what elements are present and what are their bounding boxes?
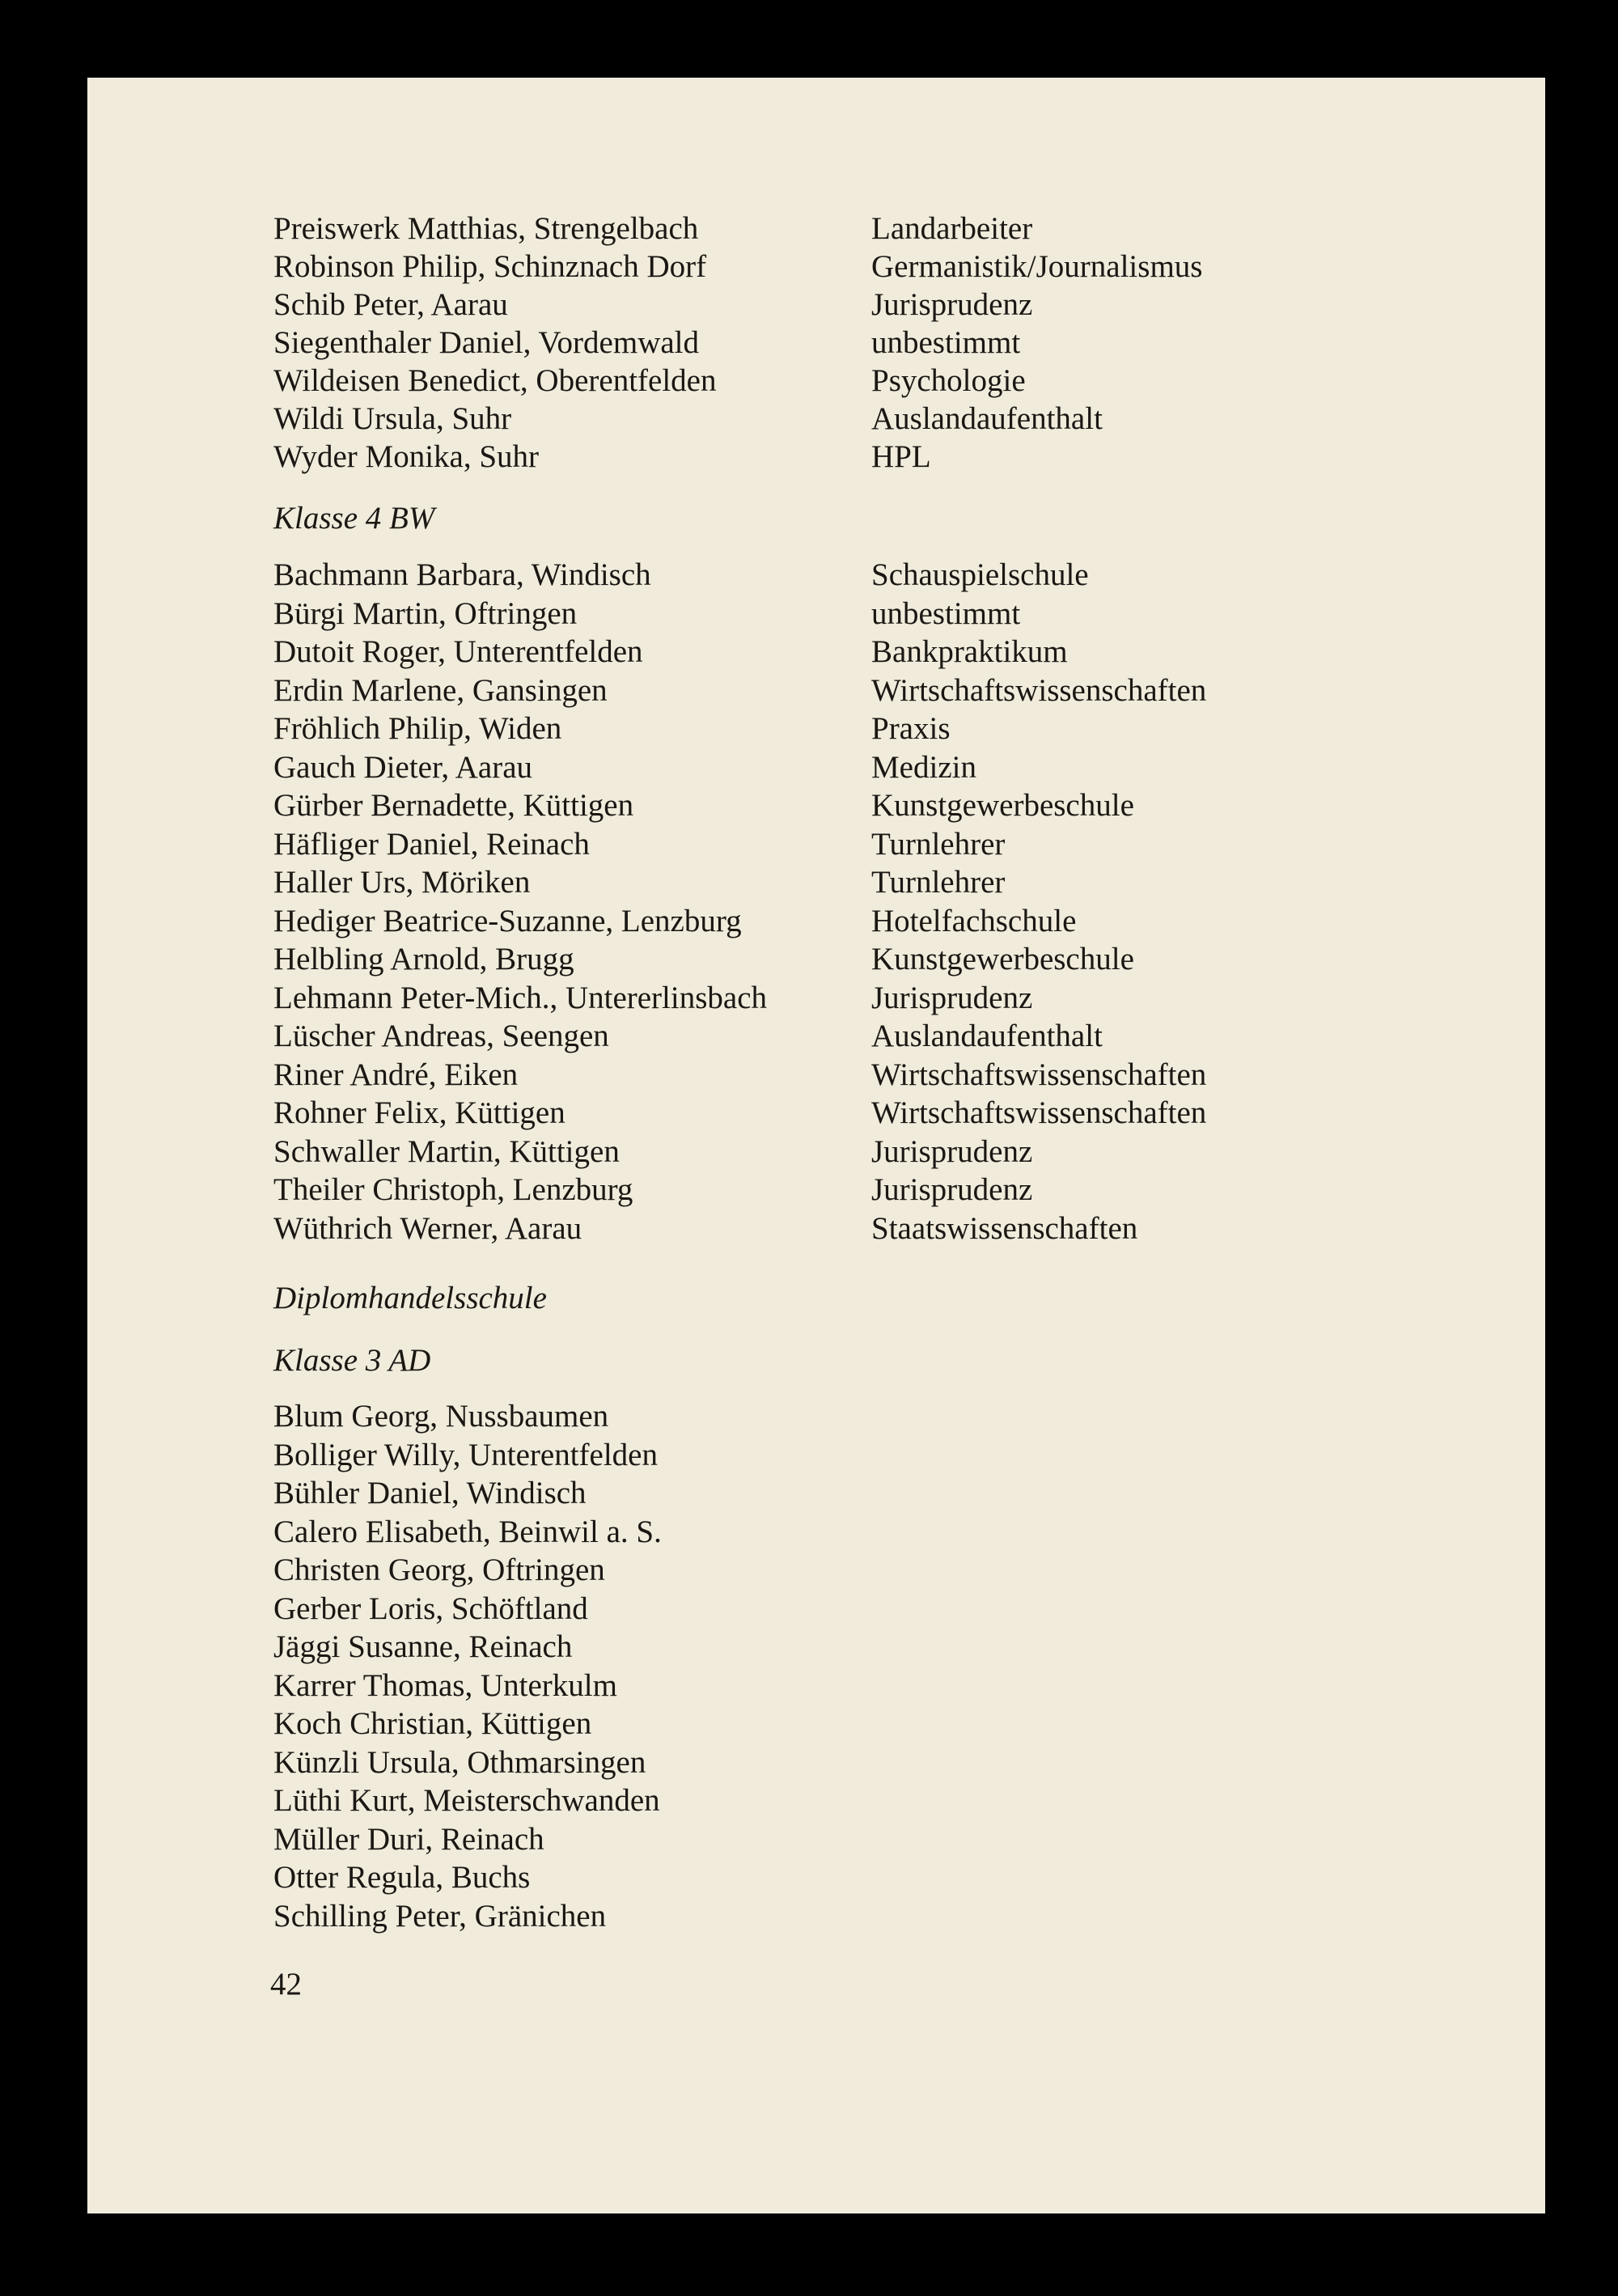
- study-field: Auslandaufenthalt: [871, 401, 1103, 436]
- student-name: Riner André, Eiken: [273, 1057, 519, 1092]
- study-field: Psychologie: [871, 363, 1026, 398]
- student-name: Künzli Ursula, Othmarsingen: [273, 1744, 646, 1780]
- study-field: Turnlehrer: [871, 826, 1006, 862]
- list-item: [273, 595, 1406, 633]
- student-name: Gerber Loris, Schöftland: [273, 1591, 588, 1626]
- student-name: Robinson Philip, Schinznach Dorf: [273, 249, 707, 284]
- student-name: Rohner Felix, Küttigen: [273, 1095, 565, 1130]
- list-item: [273, 324, 1406, 362]
- section-heading-diplomhandelsschule: Diplomhandelsschule: [273, 1281, 547, 1315]
- student-name: Schwaller Martin, Küttigen: [273, 1133, 620, 1169]
- study-field: Praxis: [871, 711, 951, 746]
- list-item: [273, 980, 1406, 1017]
- study-field: Staatswissenschaften: [871, 1210, 1138, 1246]
- page-number: 42: [270, 1967, 302, 2002]
- student-name: Otter Regula, Buchs: [273, 1860, 531, 1895]
- study-field: Jurisprudenz: [871, 1133, 1033, 1169]
- list-item: [273, 438, 1406, 476]
- study-field: Bankpraktikum: [871, 634, 1068, 669]
- study-field: Wirtschaftswissenschaften: [871, 1057, 1207, 1092]
- student-name: Wildeisen Benedict, Oberentfelden: [273, 363, 717, 398]
- student-name: Bühler Daniel, Windisch: [273, 1476, 587, 1510]
- study-field: Wirtschaftswissenschaften: [871, 672, 1207, 708]
- student-name: Karrer Thomas, Unterkulm: [273, 1667, 617, 1703]
- list-item: [273, 1821, 1406, 1858]
- list-item: [273, 1898, 1406, 1935]
- student-name: Siegenthaler Daniel, Vordemwald: [273, 325, 700, 360]
- student-name: Gürber Bernadette, Küttigen: [273, 788, 634, 823]
- list-item: [273, 1591, 1406, 1628]
- student-name: Hediger Beatrice-Suzanne, Lenzburg: [273, 903, 742, 938]
- student-name: Calero Elisabeth, Beinwil a. S.: [273, 1514, 662, 1549]
- list-item: [273, 1552, 1406, 1589]
- list-item: [273, 1744, 1406, 1781]
- student-name: Lehmann Peter-Mich., Untererlinsbach: [273, 980, 768, 1015]
- study-field: Schauspielschule: [871, 557, 1089, 592]
- list-item: [273, 826, 1406, 863]
- student-name: Fröhlich Philip, Widen: [273, 711, 562, 746]
- list-item: [273, 1018, 1406, 1055]
- list-item: [273, 400, 1406, 438]
- student-name: Koch Christian, Küttigen: [273, 1706, 592, 1741]
- list-item: [273, 1859, 1406, 1896]
- study-field: Jurisprudenz: [871, 980, 1033, 1015]
- section-heading-klasse-4bw: Klasse 4 BW: [273, 501, 435, 536]
- list-item: [273, 557, 1406, 594]
- list-item: [273, 286, 1406, 324]
- student-name: Preiswerk Matthias, Strengelbach: [273, 211, 699, 246]
- student-name: Bachmann Barbara, Windisch: [273, 557, 651, 592]
- section-heading-klasse-3ad: Klasse 3 AD: [273, 1343, 431, 1378]
- student-name: Haller Urs, Möriken: [273, 865, 531, 900]
- list-item: [273, 1475, 1406, 1512]
- list-item: [273, 1437, 1406, 1474]
- student-name: Helbling Arnold, Brugg: [273, 942, 574, 976]
- student-name: Gauch Dieter, Aarau: [273, 749, 533, 785]
- student-name: Müller Duri, Reinach: [273, 1821, 544, 1857]
- study-field: Jurisprudenz: [871, 1172, 1033, 1207]
- student-name: Wyder Monika, Suhr: [273, 439, 540, 474]
- study-field: Kunstgewerbeschule: [871, 788, 1134, 823]
- student-name: Blum Georg, Nussbaumen: [273, 1399, 609, 1434]
- study-field: Kunstgewerbeschule: [871, 942, 1134, 976]
- student-name: Bürgi Martin, Oftringen: [273, 595, 578, 631]
- list-item: [273, 1514, 1406, 1551]
- student-name: Lüscher Andreas, Seengen: [273, 1019, 609, 1053]
- list-item: [273, 1057, 1406, 1094]
- study-field: Medizin: [871, 749, 976, 785]
- list-item: [273, 633, 1406, 671]
- document-page: [87, 78, 1545, 2213]
- study-field: HPL: [871, 439, 931, 474]
- study-field: unbestimmt: [871, 325, 1021, 360]
- list-item: [273, 248, 1406, 286]
- list-item: [273, 1782, 1406, 1819]
- student-name: Lüthi Kurt, Meisterschwanden: [273, 1783, 660, 1818]
- list-item: [273, 864, 1406, 901]
- student-name: Erdin Marlene, Gansingen: [273, 672, 608, 708]
- study-field: Auslandaufenthalt: [871, 1019, 1103, 1053]
- study-field: Wirtschaftswissenschaften: [871, 1095, 1207, 1130]
- student-name: Schilling Peter, Gränichen: [273, 1898, 607, 1934]
- student-name: Häfliger Daniel, Reinach: [273, 826, 590, 862]
- study-field: Turnlehrer: [871, 865, 1006, 900]
- student-name: Theiler Christoph, Lenzburg: [273, 1172, 633, 1207]
- study-field: Hotelfachschule: [871, 903, 1077, 938]
- student-name: Jäggi Susanne, Reinach: [273, 1629, 573, 1664]
- list-item: [273, 1705, 1406, 1743]
- list-item: [273, 749, 1406, 786]
- list-item: [273, 210, 1406, 248]
- list-item: [273, 710, 1406, 748]
- student-name: Dutoit Roger, Unterentfelden: [273, 634, 643, 669]
- student-name: Wildi Ursula, Suhr: [273, 401, 512, 436]
- study-field: Germanistik/Journalismus: [871, 249, 1203, 284]
- list-item: [273, 1095, 1406, 1132]
- study-field: unbestimmt: [871, 595, 1021, 631]
- student-name: Schib Peter, Aarau: [273, 287, 508, 322]
- list-item: [273, 1171, 1406, 1209]
- list-item: [273, 1629, 1406, 1666]
- list-item: [273, 672, 1406, 710]
- list-item: [273, 787, 1406, 824]
- study-field: Landarbeiter: [871, 211, 1033, 246]
- list-item: [273, 903, 1406, 940]
- student-name: Wüthrich Werner, Aarau: [273, 1210, 582, 1246]
- student-name: Bolliger Willy, Unterentfelden: [273, 1437, 658, 1472]
- list-item: [273, 362, 1406, 400]
- list-item: [273, 1398, 1406, 1435]
- study-field: Jurisprudenz: [871, 287, 1033, 322]
- student-name: Christen Georg, Oftringen: [273, 1553, 605, 1587]
- list-item: [273, 1667, 1406, 1705]
- list-item: [273, 1210, 1406, 1248]
- list-item: [273, 941, 1406, 978]
- list-item: [273, 1133, 1406, 1171]
